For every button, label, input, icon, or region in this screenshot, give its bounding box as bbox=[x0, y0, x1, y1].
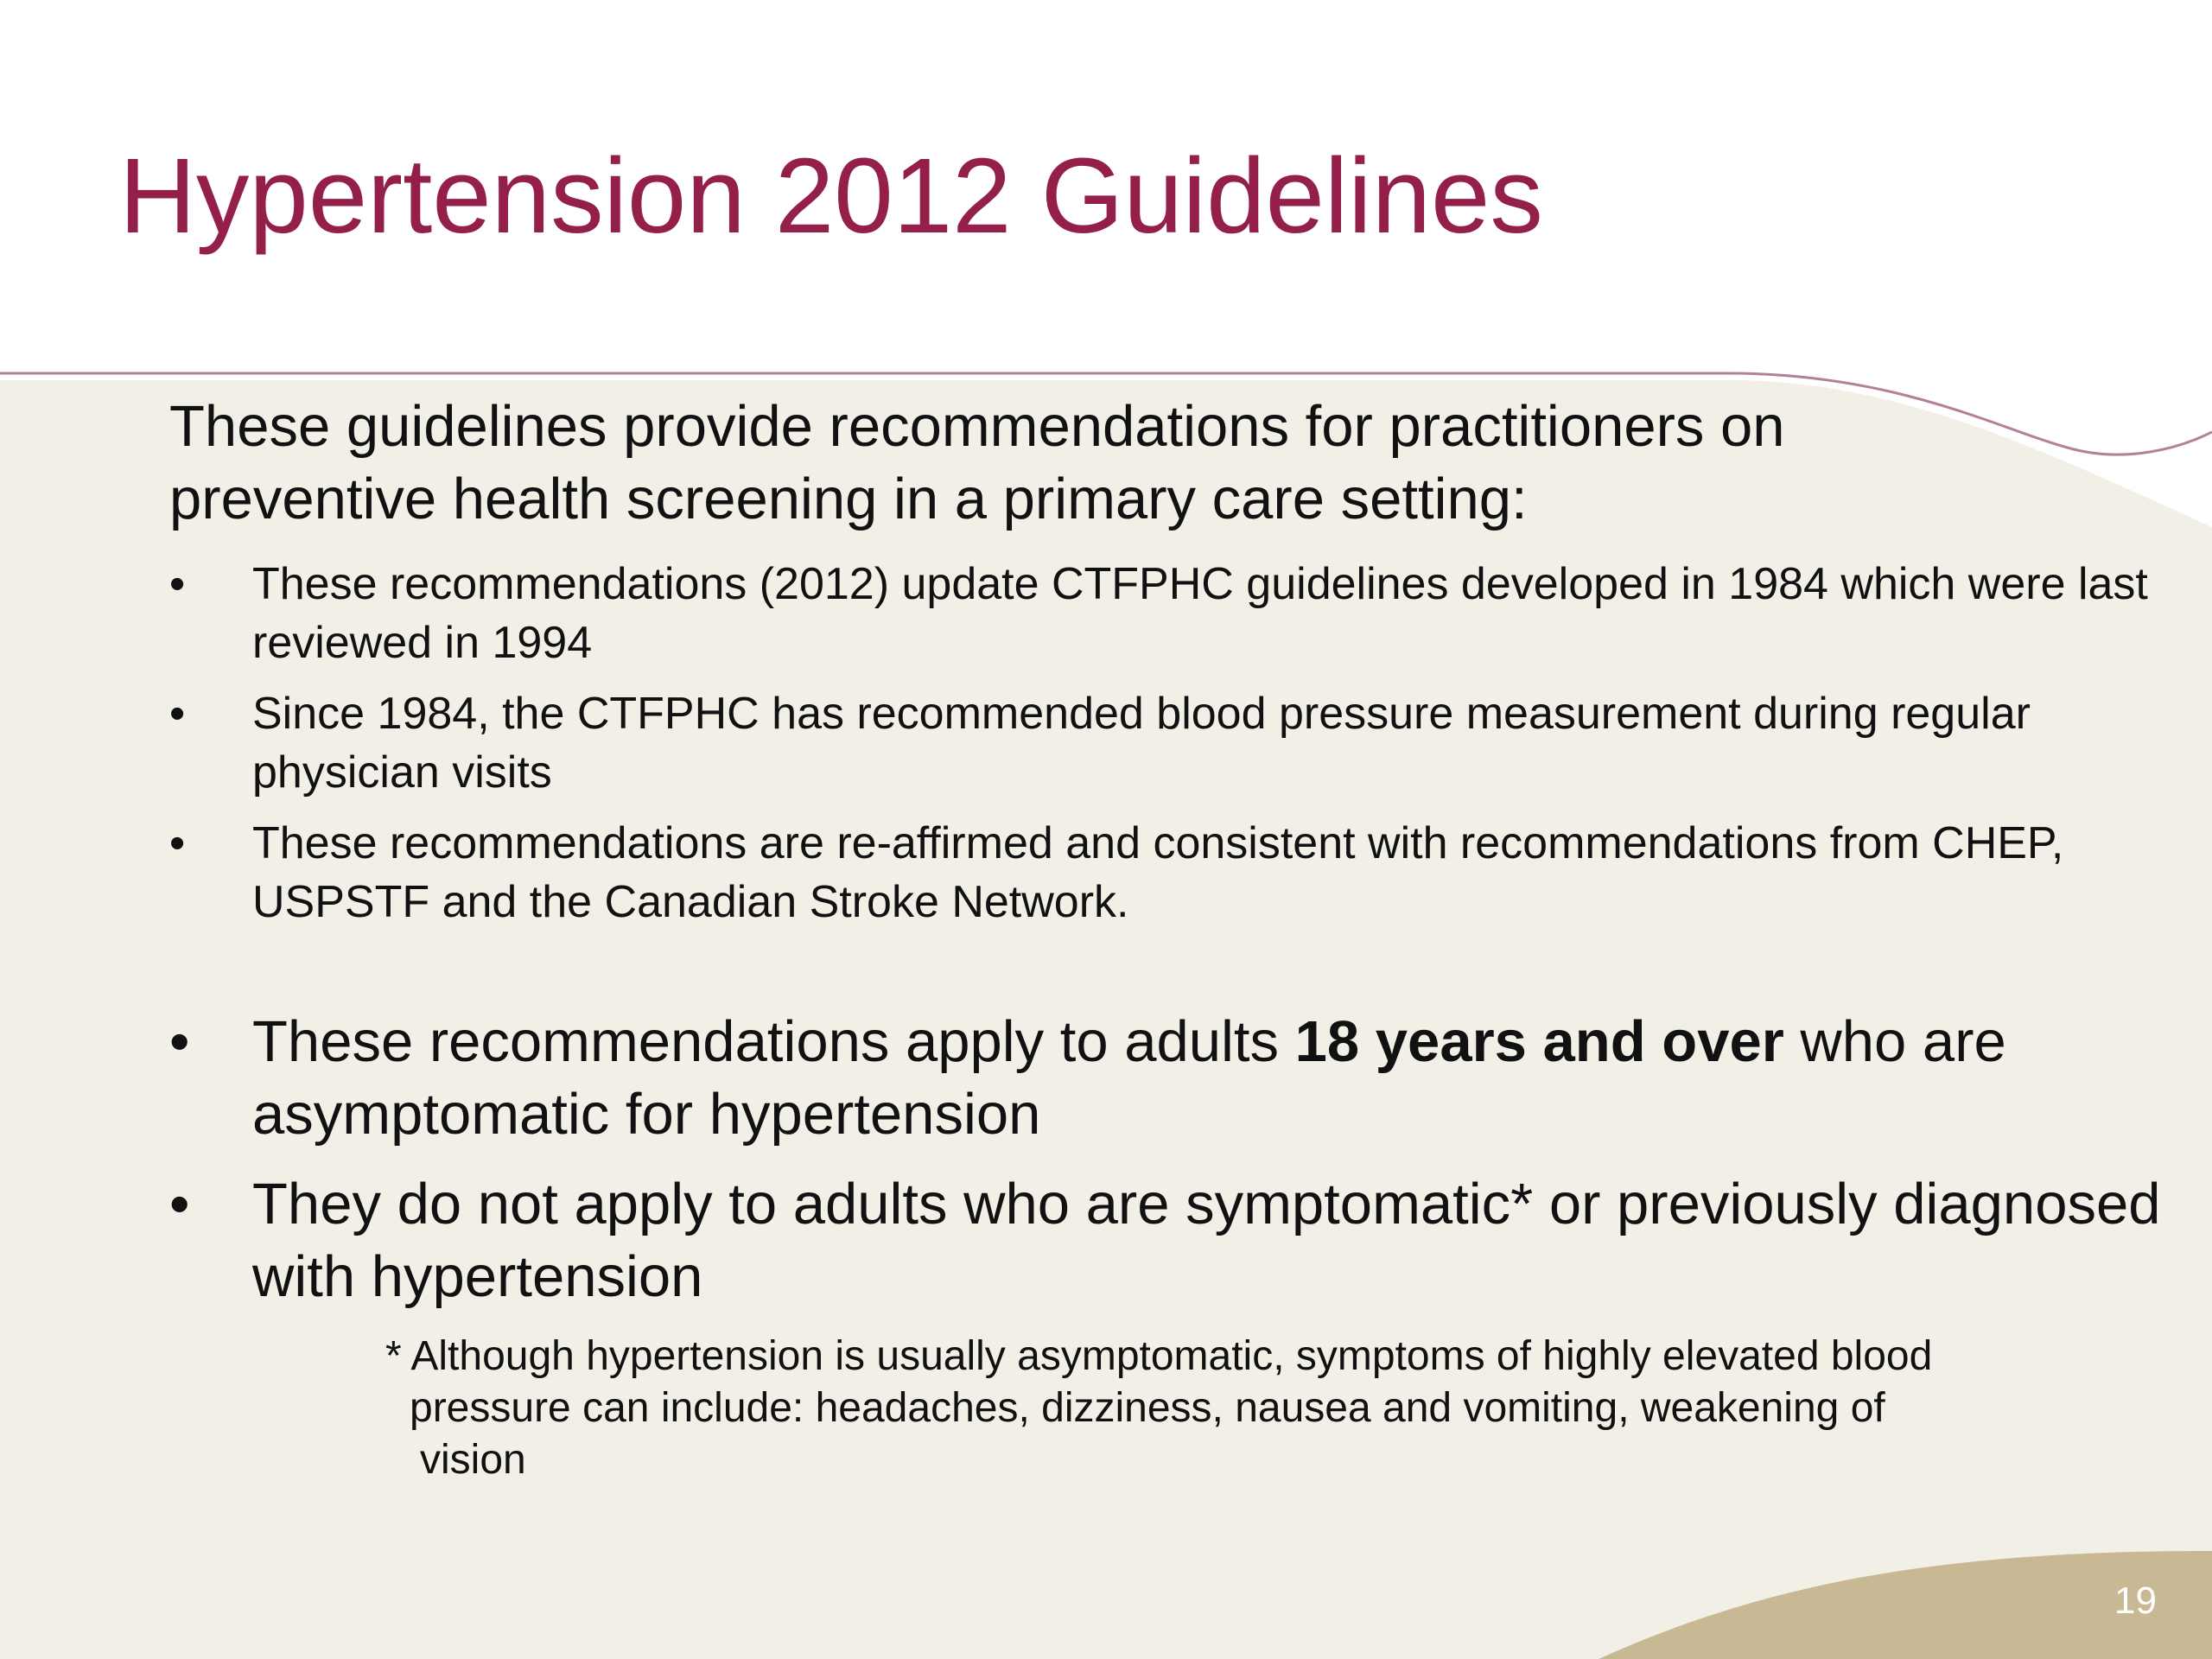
footnote-line: pressure can include: headaches, dizziness, nausea and vomiting, weakening of bbox=[410, 1385, 1885, 1431]
main-bullet-bold-text: 18 years and over bbox=[1294, 1009, 1784, 1074]
sub-bullet-text: These recommendations (2012) update CTFPHC guidelines developed in 1984 which were last reviewed in 1994 bbox=[252, 559, 2148, 668]
slide-title: Hypertension 2012 Guidelines bbox=[119, 137, 1543, 256]
slide-content bbox=[169, 391, 2161, 1486]
main-bullet-text-before: These recommendations apply to adults bbox=[252, 1009, 1295, 1074]
main-bullet-item bbox=[169, 1006, 2179, 1151]
footnote bbox=[385, 1331, 2053, 1486]
sub-bullet-list bbox=[169, 555, 2148, 931]
sub-bullet-item bbox=[169, 684, 2179, 802]
bullet-icon: • bbox=[169, 559, 186, 609]
sub-bullet-item bbox=[169, 814, 2179, 931]
bullet-icon: • bbox=[169, 1009, 190, 1074]
intro-text: These guidelines provide recommendations for practitioners on preventive health screening in a primary care setting: bbox=[169, 394, 1785, 531]
sub-bullet-text: Since 1984, the CTFPHC has recommended blood pressure measurement during regular physician visits bbox=[252, 689, 2031, 798]
sub-bullet-text: These recommendations are re-affirmed and consistent with recommendations from CHEP, USPSTF and the Canadian Stroke Network. bbox=[252, 818, 2064, 927]
bullet-icon: • bbox=[169, 689, 186, 739]
main-bullet-item bbox=[169, 1168, 2179, 1313]
footnote-line: vision bbox=[420, 1437, 526, 1483]
footnote-line: * Although hypertension is usually asymptomatic, symptoms of highly elevated blood bbox=[385, 1333, 1933, 1379]
main-bullet-text: They do not apply to adults who are symptomatic* or previously diagnosed with hypertension bbox=[252, 1172, 2161, 1309]
bullet-icon: • bbox=[169, 818, 186, 868]
page-number: 19 bbox=[2114, 1580, 2157, 1622]
main-bullet-list bbox=[169, 1006, 2161, 1313]
sub-bullet-item bbox=[169, 555, 2179, 672]
bullet-icon: • bbox=[169, 1172, 190, 1236]
main-bullet-text-after: who are asymptomatic for hypertension bbox=[252, 1009, 2006, 1147]
